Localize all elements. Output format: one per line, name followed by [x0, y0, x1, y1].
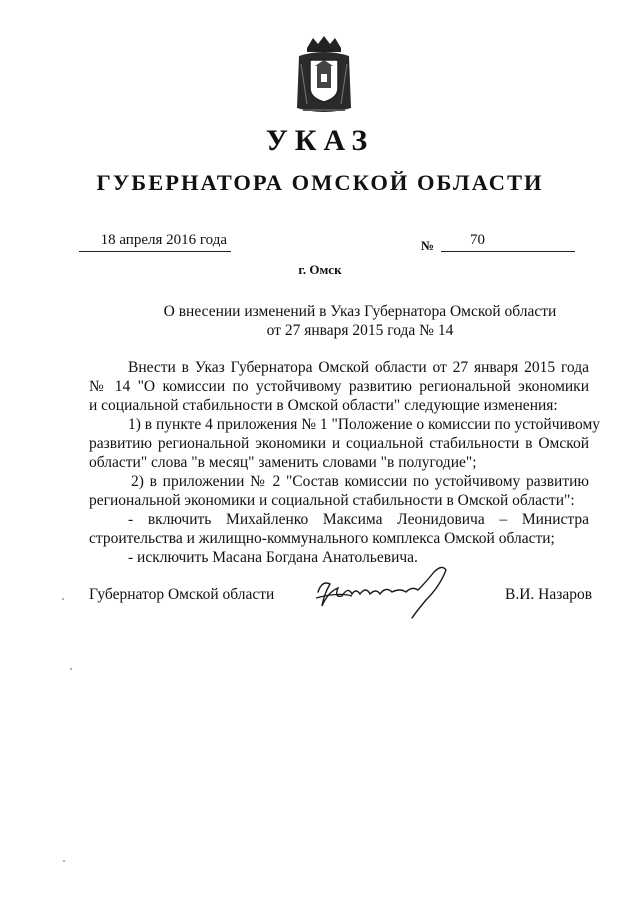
body-line: 2) в приложении № 2 "Состав комиссии по устойчивому развитию [131, 473, 589, 490]
body-line: - исключить Масана Богдана Анатольевича. [128, 549, 418, 566]
document-heading-line-2: от 27 января 2015 года № 14 [266, 322, 454, 339]
signer-position: Губернатор Омской области [89, 586, 275, 603]
document-number: 70 [441, 232, 575, 252]
document-heading-line-1: О внесении изменений в Указ Губернатора Омской области [163, 303, 557, 320]
body-line: развитию региональной экономики и социальной стабильности в Омской [89, 435, 589, 452]
body-line: и социальной стабильности в Омской области" следующие изменения: [89, 397, 558, 414]
scan-dot [62, 598, 64, 600]
document-title: УКАЗ [265, 124, 375, 157]
handwritten-signature [308, 562, 468, 622]
document-date: 18 апреля 2016 года [79, 232, 231, 252]
body-line: региональной экономики и социальной стабильности в Омской области": [89, 492, 575, 509]
scan-dot [63, 860, 65, 862]
body-line: области" слова "в месяц" заменить словами "в полугодие"; [89, 454, 477, 471]
document-subtitle: ГУБЕРНАТОРА ОМСКОЙ ОБЛАСТИ [96, 170, 544, 195]
scan-dot [70, 668, 72, 670]
coat-of-arms-emblem [293, 34, 355, 116]
body-line: № 14 "О комиссии по устойчивому развитию региональной экономики [89, 378, 589, 395]
body-line: строительства и жилищно-коммунального комплекса Омской области; [89, 530, 555, 547]
body-line: Внести в Указ Губернатора Омской области от 27 января 2015 года [128, 359, 589, 376]
body-line: - включить Михайленко Максима Леонидовича – Министра [128, 511, 589, 528]
document-number-label: № [421, 238, 435, 253]
document-city: г. Омск [298, 262, 342, 277]
signer-name: В.И. Назаров [505, 586, 593, 603]
body-line: 1) в пункте 4 приложения № 1 "Положение о комиссии по устойчивому [128, 416, 601, 433]
